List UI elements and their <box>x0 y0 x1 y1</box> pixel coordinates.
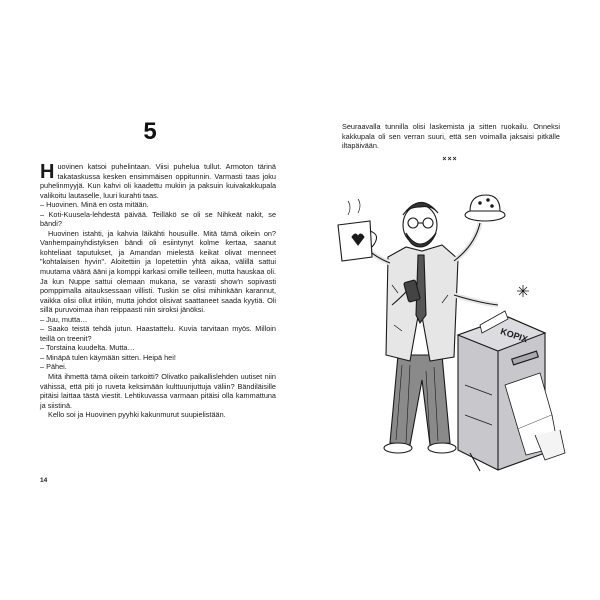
paragraph: Kello soi ja Huovinen pyyhki kakunmurut suupielistään. <box>48 410 226 420</box>
paragraph: Huovinen istahti, ja kahvia läikähti housuille. Mitä tämä oikein on? Vanhempainyhdistyksen bändi oli esiintynyt kolme kertaa, saanut kohteliaat taputukset, ja Amandan mielestä keikat olivat menneet "kohtalaisen hyvin". Aloitettiin ja lopetettiin yhtä aikaa, välillä sattui muutama väärä ääni ja komppi karkasi omille teilleen, mutta hauskaa oli. Ja kun Nuppe sattui olemaan mukana, se varasti show'n sopivasti pomppimalla aitauksessaan villisti. Tuskin se olisi mihinkään karannut, vaikka olisi ollut irtikin, mutta johdot olisivat saattaneet saada kyytiä. Oli sillä puruvoimaa ihan reippaasti niin siroksi jänöksi. <box>40 228 276 315</box>
coffee-mug <box>338 199 377 261</box>
right-page-text <box>342 122 560 151</box>
dialog-line: – Minäpä tulen käymään sitten. Heipä hei! <box>40 352 176 362</box>
chapter-body-text <box>40 162 276 420</box>
cake-plate <box>465 195 505 221</box>
dialog-line: – Torstaina kuudelta. Mutta… <box>40 343 135 353</box>
chapter-number: 5 <box>143 118 157 145</box>
paragraph: Mitä ihmettä tämä oikein tarkoitti? Olivatko paikallislehden uutiset niin vähissä, että piti jo ruveta keksimään kulttuurijuttuja väliin? Bändiläisille pitäisi laittaa tästä viestit. Lehtikuvassa varmaan pitäisi olla kammattuna ja siistinä. <box>40 372 276 410</box>
dialog-line: – Pähei. <box>40 362 67 372</box>
machine-label: KOPIX <box>499 326 529 345</box>
illustration-multitasking-teacher <box>330 185 570 475</box>
paragraph: Seuraavalla tunnilla olisi laskemista ja sitten ruokailu. Onneksi kakkupala oli sen verran suuri, että sen voimalla jaksaisi pitkälle iltapäivään. <box>342 122 560 151</box>
dialog-line: – Saako teistä tehdä jutun. Haastattelu. Kuvia tarvitaan myös. Milloin teillä on treenit? <box>40 324 276 343</box>
drop-cap: H <box>40 161 55 183</box>
section-separator: ××× <box>442 156 458 163</box>
paragraph-text: uovinen katsoi puhelintaan. Viisi puhelua tullut. Armoton tärinä takataskussa kesken ensimmäisen oppitunnin. Varmasti taas joku puhelinmyyjä. Kun kahvi oli kaadettu mukiin ja paksuin kuivakakkupala valikoitu lautaselle, luuri kurahti taas. <box>40 162 276 200</box>
dialog-line: – Huovinen. Minä en osta mitään. <box>40 200 149 210</box>
page-number: 14 <box>40 477 48 484</box>
dialog-line: – Juu, mutta… <box>40 314 88 324</box>
dialog-line: – Koti-Kuusela-lehdestä päivää. Teilläkö se oli se Nihkeät nakit, se bändi? <box>40 209 276 229</box>
sparkle-icon <box>517 285 529 297</box>
paragraph-opening <box>40 162 276 200</box>
